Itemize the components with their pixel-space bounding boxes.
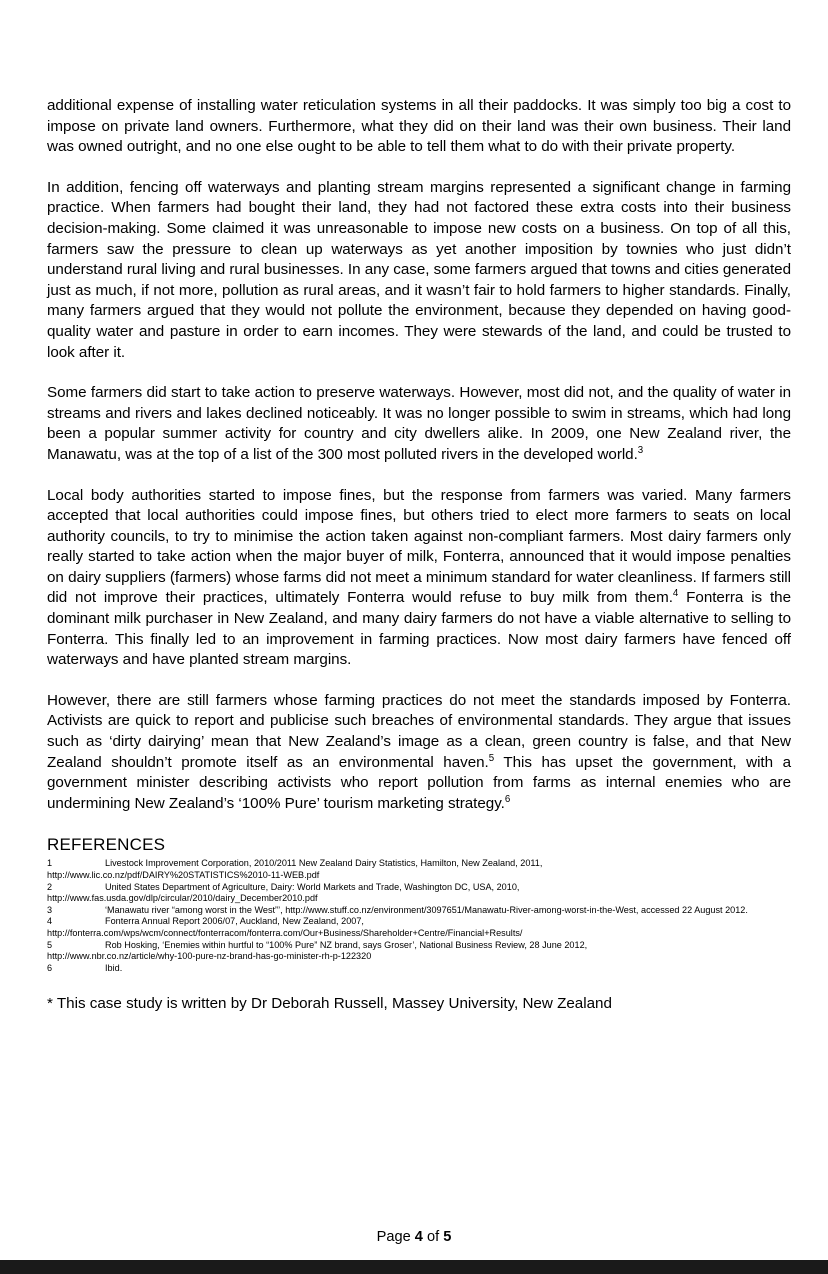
paragraph-4-text-part-2: Fonterra is the dominant milk purchaser in New Zealand, and many dairy farmers do not have a viable alternative to selling to Fonterra. This finally led to an improvement in farming practices. Now most dairy farmers have fenced off waterways and have planted stream margins. — [47, 589, 791, 669]
reference-number: 5 — [47, 939, 53, 950]
body-paragraph-2: In addition, fencing off waterways and planting stream margins represented a significant change in farming practice. When farmers had bought their land, they had not factored these extra costs into their business decision-making. Some claimed it was unreasonable to impose new costs on a business. On top of all this, farmers saw the pressure to clean up waterways as yet another imposition by townies who just didn’t understand rural living and rural businesses. In any case, some farmers argued that towns and cities generated just as much, if not more, pollution as rural areas, and it wasn’t fair to hold farmers to higher standards. Finally, many farmers argued that they would not pollute the environment, because they depended on having good-quality water and pasture in order to earn incomes. They were stewards of the land, and could be trusted to look after it. — [47, 178, 791, 361]
reference-citation: Livestock Improvement Corporation, 2010/2011 New Zealand Dairy Statistics, Hamilton, New Zealand, 2011, — [105, 858, 543, 869]
footnote-marker-4: 4 — [672, 588, 679, 600]
body-paragraph-4 — [47, 486, 791, 671]
reference-item — [47, 916, 791, 939]
paragraph-3-text: Some farmers did start to take action to preserve waterways. However, most did not, and the quality of water in streams and rivers and lakes declined noticeably. It was no longer possible to swim in streams, which had long been a popular summer activity for country and city dwellers alike. In 2009, one New Zealand river, the Manawatu, was at the top of a list of the 300 most polluted rivers in the developed world. — [47, 384, 791, 463]
author-note: * This case study is written by Dr Deborah Russell, Massey University, New Zealand — [47, 995, 612, 1013]
footer-prefix: Page — [376, 1229, 415, 1245]
footnote-marker-3: 3 — [637, 444, 644, 456]
reference-item — [47, 858, 791, 881]
page-footer — [0, 1228, 828, 1246]
reference-number: 6 — [47, 962, 53, 973]
reference-citation: Ibid. — [105, 962, 123, 973]
bottom-bar — [0, 1260, 828, 1274]
body-paragraph-1: additional expense of installing water reticulation systems in all their paddocks. It was simply too big a cost to impose on private land owners. Furthermore, what they did on their land was their own business. Their land was owned outright, and no one else ought to be able to tell them what to do with their private property. — [47, 97, 791, 156]
references-heading: REFERENCES — [47, 835, 166, 855]
reference-url[interactable]: http://www.nbr.co.nz/article/why-100-pure-nz-brand-has-go-minister-rh-p-122320 — [47, 951, 372, 962]
footer-middle: of — [422, 1229, 444, 1245]
reference-number: 3 — [47, 904, 53, 915]
footer-current-page: 4 — [414, 1229, 423, 1245]
paragraph-5-text-part-1: However, there are still farmers whose farming practices do not meet the standards imposed by Fonterra. Activists are quick to report and publicise such breaches of environmental standards. They argue that issues such as ‘dirty dairying’ mean that New Zealand’s image as a clean, green country is false, and that New Zealand shouldn’t promote itself as an environmental haven. — [47, 691, 791, 771]
reference-url[interactable]: http://www.fas.usda.gov/dlp/circular/2010/dairy_December2010.pdf — [47, 893, 318, 904]
reference-item — [47, 963, 791, 975]
reference-url[interactable]: http://fonterra.com/wps/wcm/connect/fonterracom/fonterra.com/Our+Business/Shareholder+Centre/Financial+Results/ — [47, 927, 523, 938]
footer-total-pages: 5 — [443, 1229, 452, 1245]
reference-number: 1 — [47, 858, 53, 869]
reference-url[interactable]: http://www.lic.co.nz/pdf/DAIRY%20STATISTICS%2010-11-WEB.pdf — [47, 870, 320, 880]
reference-citation: Fonterra Annual Report 2006/07, Auckland, New Zealand, 2007, — [105, 916, 364, 927]
body-paragraph-5 — [47, 691, 791, 815]
footnote-marker-6: 6 — [504, 793, 511, 805]
references-list — [47, 858, 791, 974]
footnote-marker-5: 5 — [488, 752, 495, 764]
reference-number: 2 — [47, 881, 53, 892]
paragraph-4-text-part-1: Local body authorities started to impose fines, but the response from farmers was varied. Many farmers accepted that local authorities could impose fines, but others tried to elect more farmers to seats on local authority councils, to try to minimise the action taken against non-compliant farmers. Most dairy farmers only really started to take action when the major buyer of milk, Fonterra, announced that it would impose penalties on dairy suppliers (farmers) whose farms did not meet a minimum standard for water cleanliness. If farmers still did not improve their practices, ultimately Fonterra would refuse to buy milk from them. — [47, 486, 791, 607]
paragraph-5-text-part-2: This has upset the government, with a government minister describing activists who report pollution from farms as internal enemies who are undermining New Zealand’s ‘100% Pure’ tourism marketing strategy. — [47, 753, 791, 812]
body-paragraph-3 — [47, 383, 791, 465]
reference-item — [47, 882, 791, 905]
reference-citation: Rob Hosking, ‘Enemies within hurtful to “100% Pure” NZ brand, says Groser’, National Business Review, 28 June 2012, — [105, 939, 588, 950]
reference-citation: ‘Manawatu river “among worst in the West”’, http://www.stuff.co.nz/environment/3097651/Manawatu-River-among-worst-in-the-West, accessed 22 August 2012. — [105, 904, 748, 915]
reference-number: 4 — [47, 916, 53, 927]
reference-item — [47, 905, 791, 917]
reference-item — [47, 940, 791, 963]
reference-citation: United States Department of Agriculture, Dairy: World Markets and Trade, Washington DC, USA, 2010, — [105, 881, 520, 892]
document-content — [47, 96, 791, 1015]
